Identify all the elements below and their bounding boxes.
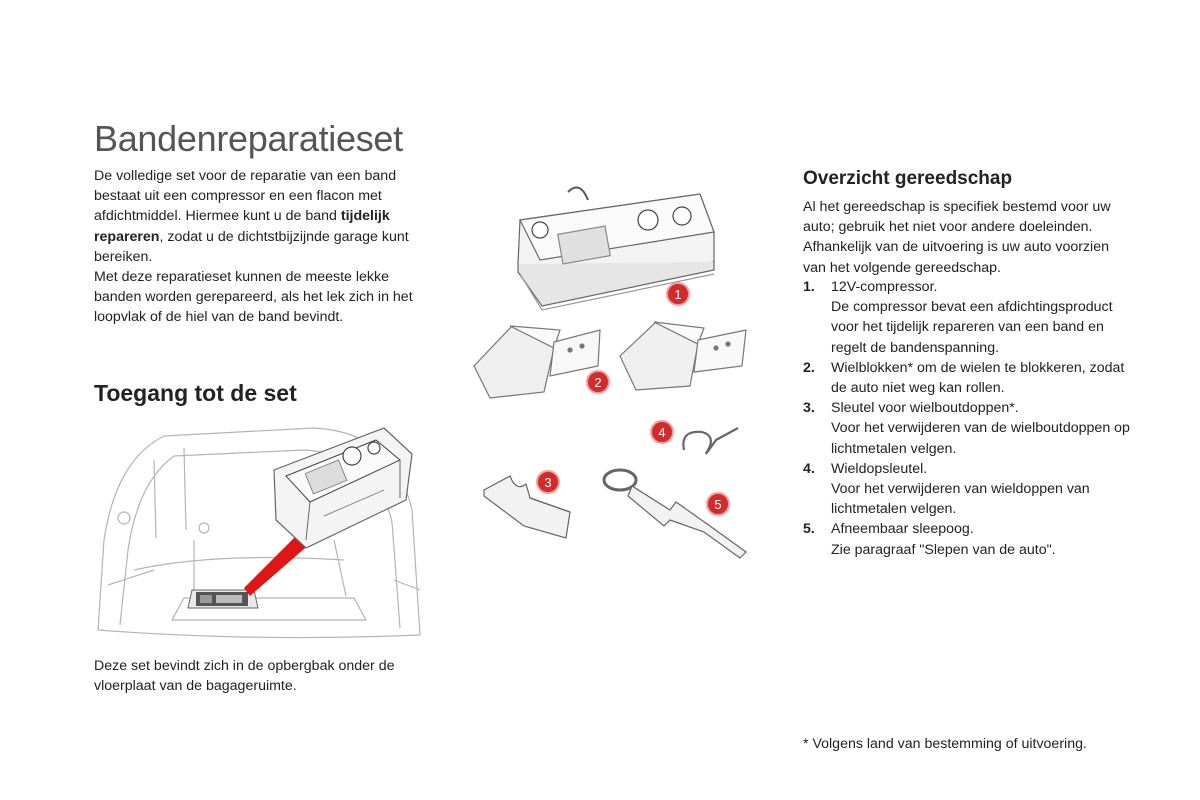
label-badge-4 [651, 421, 673, 443]
emphasis-temporary-repair: tijdelijk repareren [94, 208, 390, 245]
item-number: 1. [803, 279, 815, 295]
label-badge-3 [537, 471, 559, 493]
item-number: 2. [803, 359, 815, 376]
svg-text:3: 3 [544, 475, 552, 490]
intro-paragraph-2: Met deze reparatieset kunnen de meeste lekke banden worden gerepareerd, als het lek zich in het loopvlak of de hiel van de band bevindt. [94, 269, 413, 326]
page-title: Bandenreparatieset [94, 118, 403, 159]
footnote: * Volgens land van bestemming of uitvoering. [803, 736, 1087, 752]
wheel-chock-right [620, 322, 746, 390]
tool-list [803, 277, 1133, 560]
label-badge-5 [707, 493, 729, 515]
tool-list-item: 3. Sleutel voor wielboutdoppen*. Voor het verwijderen van de wielboutdoppen op lichtmetalen velgen. [803, 398, 1133, 459]
svg-text:5: 5 [714, 497, 722, 512]
tools-intro: Al het gereedschap is specifiek bestemd voor uw auto; gebruik het niet voor andere doeleinden. Afhankelijk van de uitvoering is uw auto voorzien van het volgende gereedschap. [803, 199, 1111, 276]
item-number: 5. [803, 521, 815, 538]
storage-compartment [188, 590, 258, 608]
label-badge-1 [667, 283, 689, 305]
wheel-chock-left [474, 326, 600, 398]
access-heading: Toegang tot de set [94, 380, 297, 406]
access-caption: Deze set bevindt zich in de opbergbak onder de vloerplaat van de bagageruimte. [94, 658, 395, 695]
intro-paragraph-1: De volledige set voor de reparatie van een band bestaat uit een compressor en een flacon met afdichtmiddel. Hiermee kunt u de band tijdelijk repareren, zodat u de dichtstbijzijnde garage kunt bereiken. [94, 168, 409, 265]
label-badge-2 [587, 371, 609, 393]
car-trunk-illustration [94, 420, 422, 646]
tools-heading: Overzicht gereedschap [803, 168, 1013, 189]
item-number: 3. [803, 400, 815, 417]
tools-illustration [470, 180, 770, 560]
compressor-inset [274, 428, 412, 548]
towing-eye [604, 470, 746, 558]
svg-text:2: 2 [594, 375, 602, 390]
svg-text:1: 1 [674, 287, 682, 302]
tool-list-item: 2. Wielblokken* om de wielen te blokkeren, zodat de auto niet weg kan rollen. [803, 358, 1133, 398]
tool-list-item: 1. 12V-compressor. De compressor bevat een afdichtingsproduct voor het tijdelijk repareren van een band en regelt de bandenspanning. [803, 277, 1133, 358]
item-number: 4. [803, 460, 815, 477]
tool-list-item: 5. Afneembaar sleepoog. Zie paragraaf "Slepen van de auto". [803, 519, 1133, 559]
svg-text:4: 4 [658, 425, 666, 440]
hub-cap-key [683, 428, 738, 453]
intro-text [94, 166, 434, 328]
tool-list-item: 4. Wieldopsleutel. Voor het verwijderen van wieldoppen van lichtmetalen velgen. [803, 459, 1133, 520]
